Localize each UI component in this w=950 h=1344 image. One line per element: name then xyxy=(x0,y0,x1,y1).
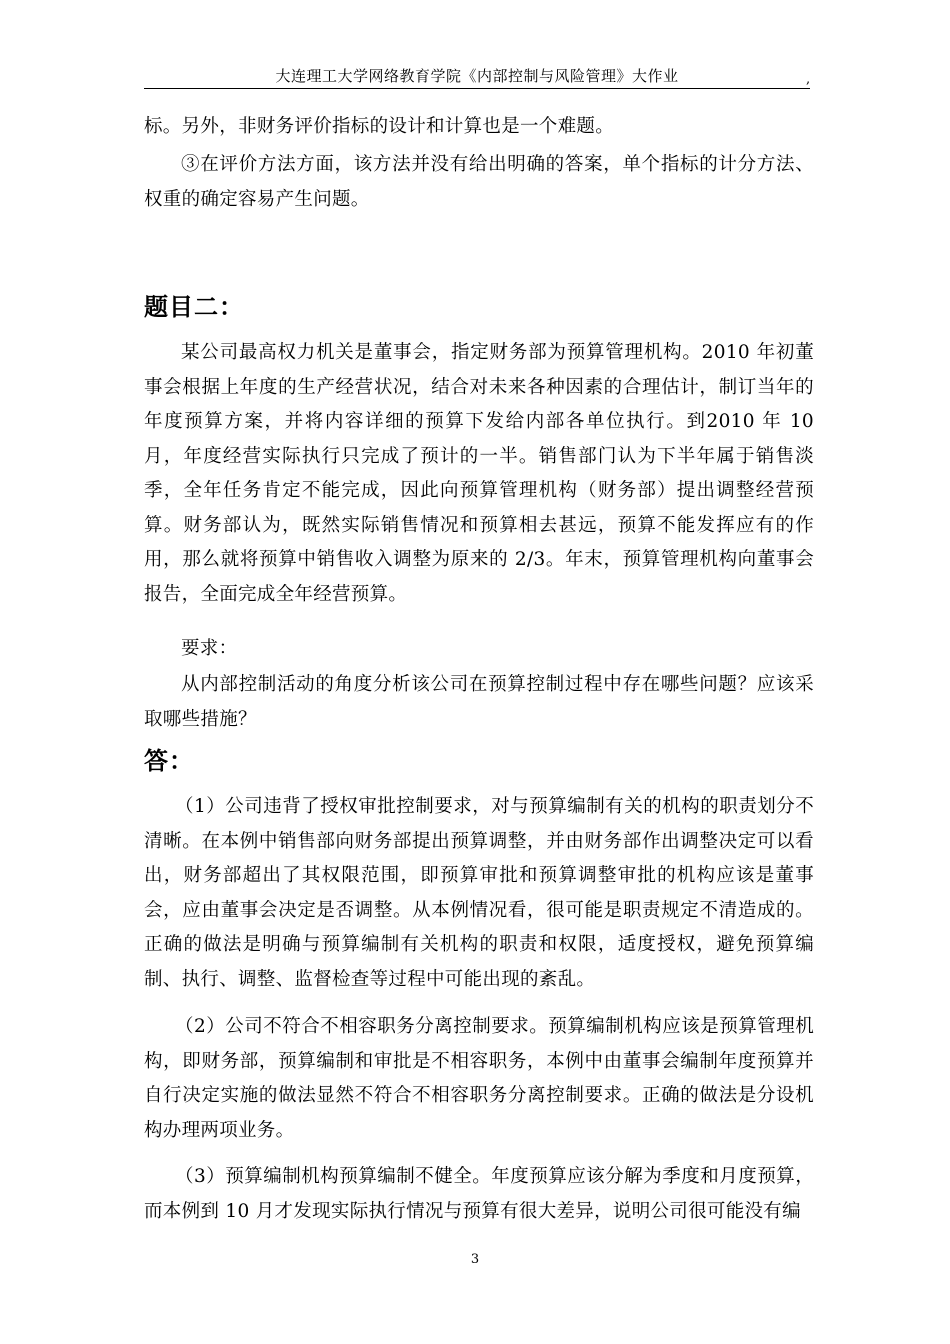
case-description: 某公司最高权力机关是董事会，指定财务部为预算管理机构。2010 年初董事会根据上年度的生产经营状况，结合对未来各种因素的合理估计，制订当年的年度预算方案，并将内容详细的预算下发给内部各单位执行。到2010 年 10 月，年度经营实际执行只完成了预计的一半。销售部门认为下半年属于销售淡季，全年任务肯定不能完成，因此向预算管理机构（财务部）提出调整经营预算。财务部认为，既然实际销售情况和预算相去甚远，预算不能发挥应有的作用，那么就将预算中销售收入调整为原来的 2/3。年末，预算管理机构向董事会报告，全面完成全年经营预算。 xyxy=(144,342,814,605)
question-two-heading: 题目二： xyxy=(144,292,244,321)
answer-point-3: （3）预算编制机构预算编制不健全。年度预算应该分解为季度和月度预算，而本例到 10 月才发现实际执行情况与预算有很大差异，说明公司很可能没有编 xyxy=(144,1166,814,1222)
answer-heading: 答： xyxy=(144,746,194,775)
page-header: 大连理工大学网络教育学院《内部控制与风险管理》大作业 xyxy=(275,67,679,85)
header-mark: , xyxy=(806,72,811,87)
answer-point-1: （1）公司违背了授权审批控制要求，对与预算编制有关的机构的职责划分不清晰。在本例中销售部向财务部提出预算调整，并由财务部作出调整决定可以看出，财务部超出了其权限范围，即预算审批和预算调整审批的机构应该是董事会，应由董事会决定是否调整。从本例情况看，很可能是职责规定不清造成的。正确的做法是明确与预算编制有关机构的职责和权限，适度授权，避免预算编制、执行、调整、监督检查等过程中可能出现的紊乱。 xyxy=(144,796,814,990)
page-number: 3 xyxy=(470,1252,480,1267)
paragraph-continuation: 标。另外，非财务评价指标的设计和计算也是一个难题。 xyxy=(144,116,615,137)
answer-point-2: （2）公司不符合不相容职务分离控制要求。预算编制机构应该是预算管理机构，即财务部，预算编制和审批是不相容职务，本例中由董事会编制年度预算并自行决定实施的做法显然不符合不相容职务分离控制要求。正确的做法是分设机构办理两项业务。 xyxy=(144,1016,814,1141)
requirement-label: 要求： xyxy=(181,638,238,659)
paragraph-evaluation-method: ③在评价方法方面，该方法并没有给出明确的答案，单个指标的计分方法、权重的确定容易产生问题。 xyxy=(144,154,814,210)
header-rule xyxy=(144,88,810,89)
requirement-text: 从内部控制活动的角度分析该公司在预算控制过程中存在哪些问题？应该采取哪些措施？ xyxy=(144,674,814,730)
